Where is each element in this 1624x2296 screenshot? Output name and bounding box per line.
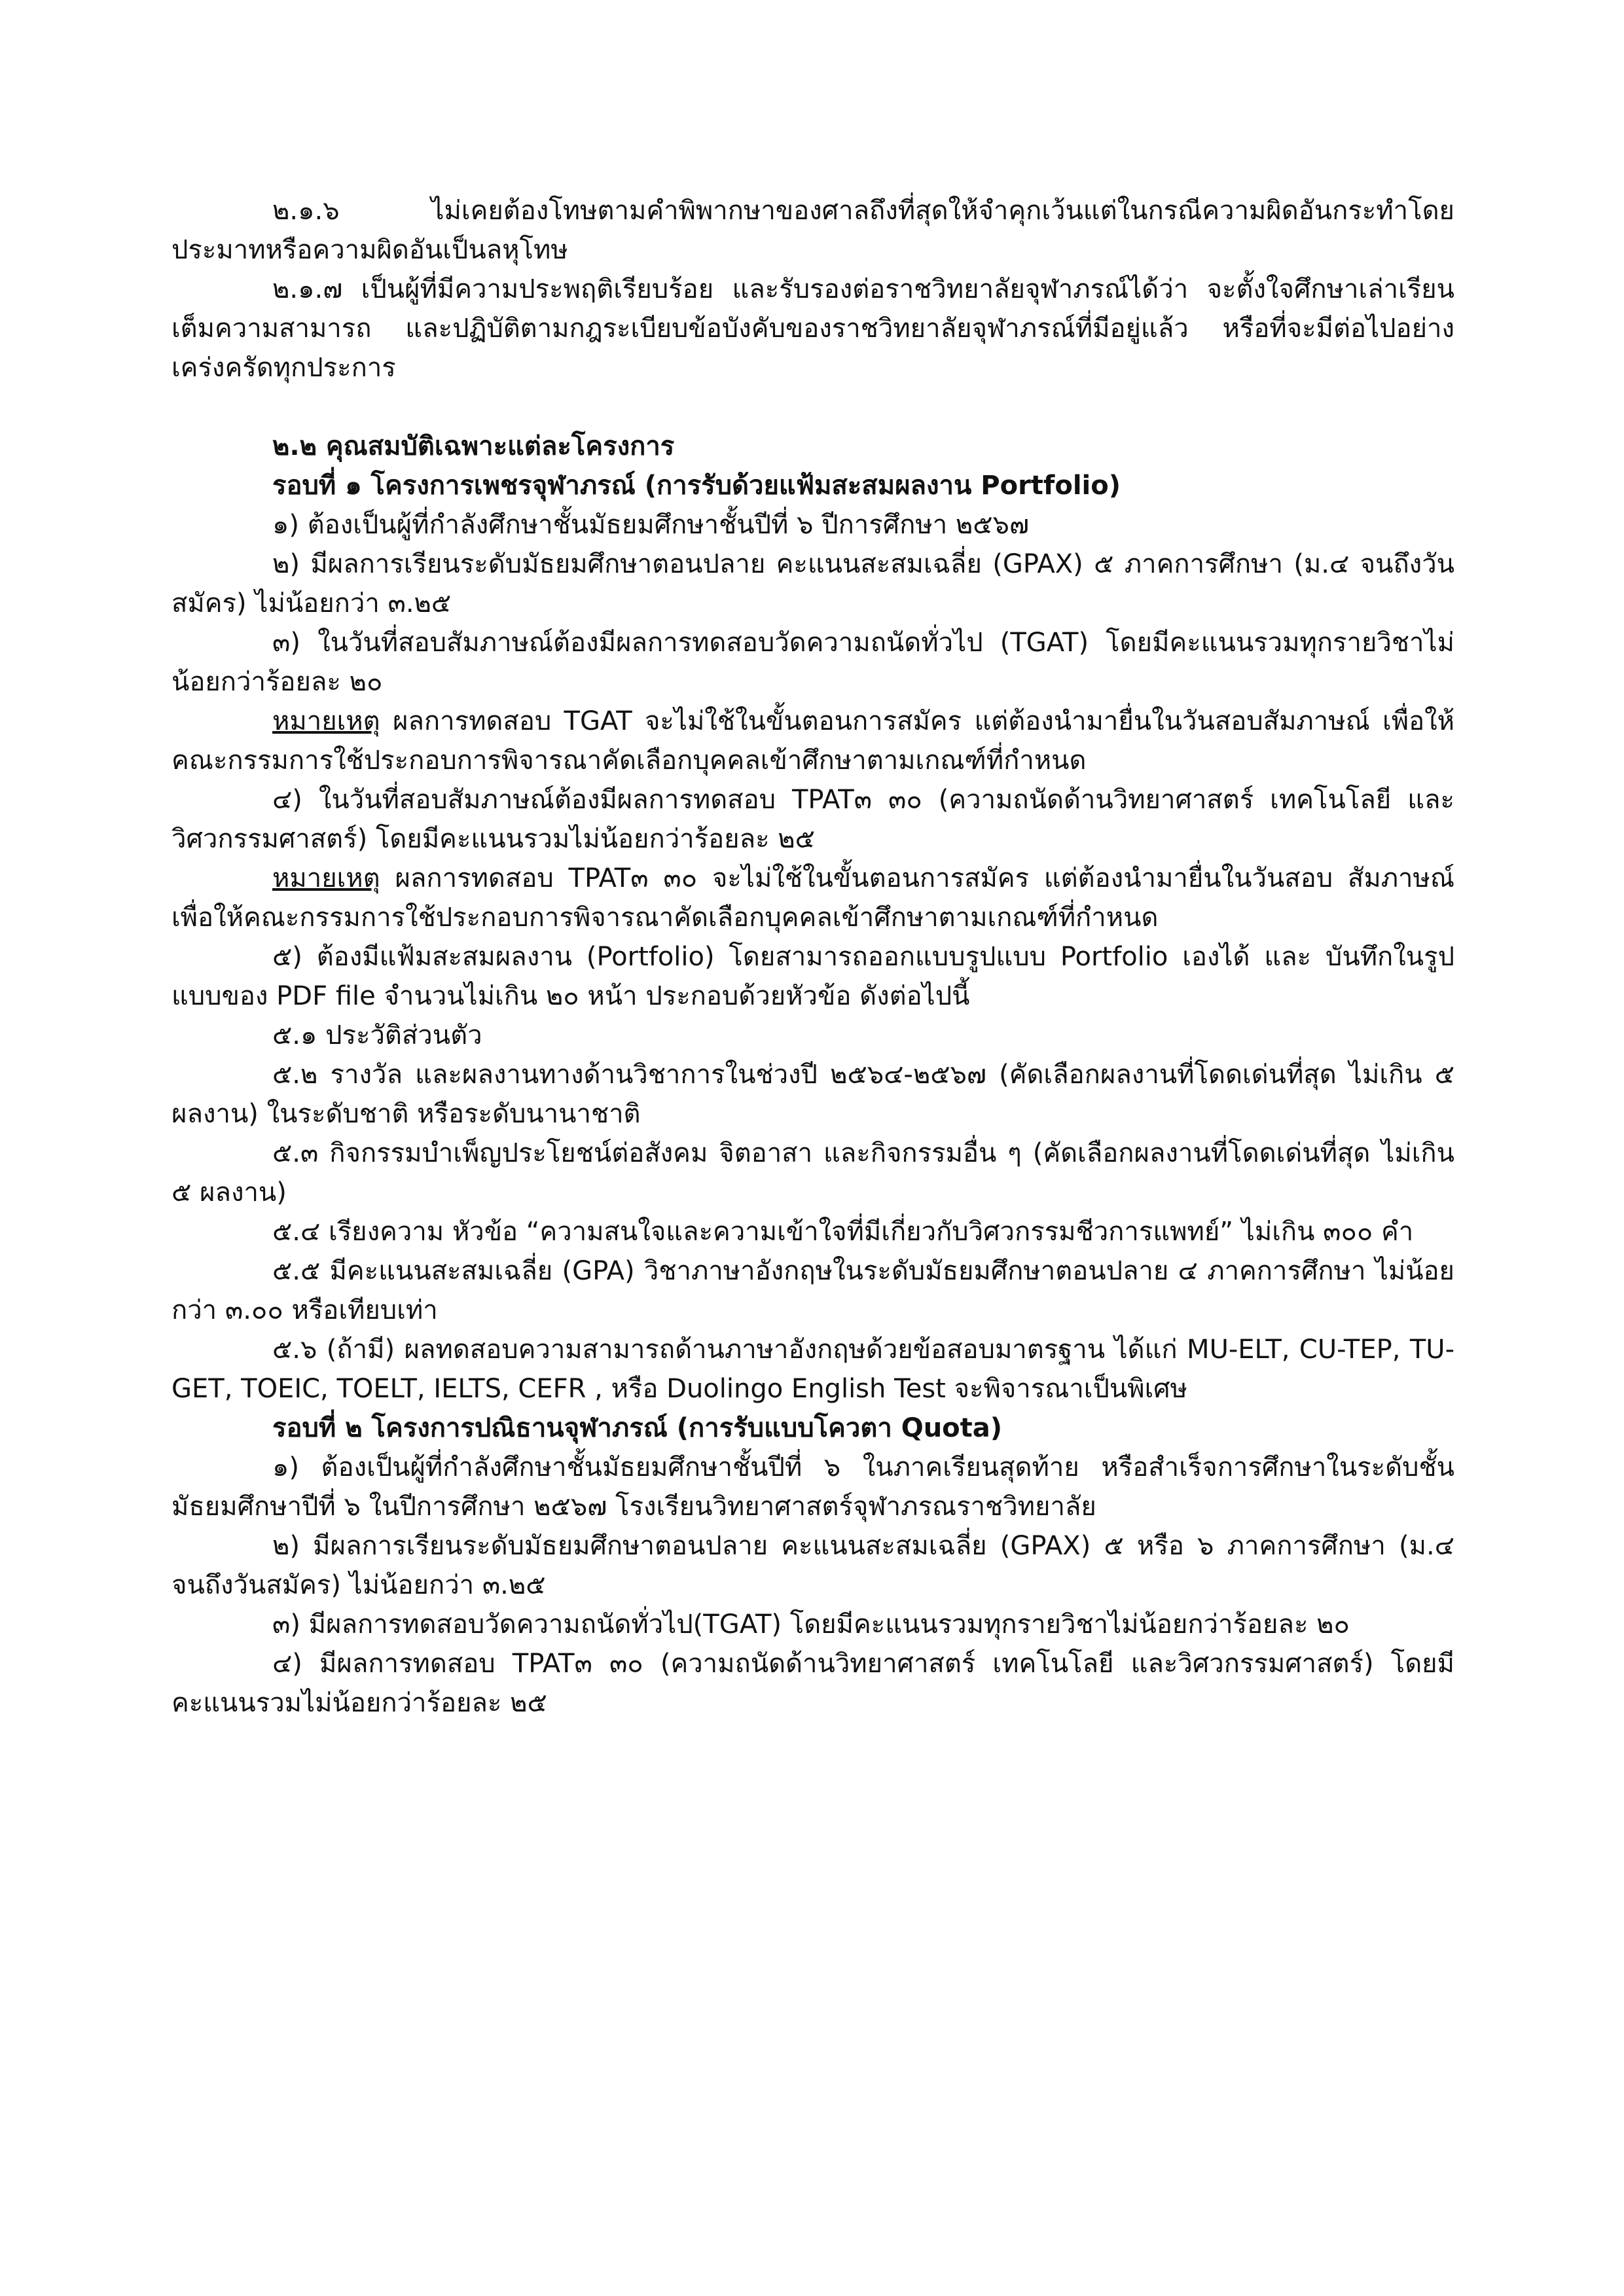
round-2-item-4: ๔) มีผลการทดสอบ TPAT๓ ๓๐ (ความถนัดด้านวิทยาศาสตร์ เทคโนโลยี และวิศวกรรมศาสตร์) โดยมีคะแนนรวมไม่น้อยกว่าร้อยละ ๒๕ xyxy=(171,1649,1454,1718)
round-1-item-4: ๔) ในวันที่สอบสัมภาษณ์ต้องมีผลการทดสอบ TPAT๓ ๓๐ (ความถนัดด้านวิทยาศาสตร์ เทคโนโลยี และวิศวกรรมศาสตร์) โดยมีคะแนนรวมไม่น้อยกว่าร้อยละ ๒๕ xyxy=(171,785,1454,854)
portfolio-subitem-5-6: ๕.๖ (ถ้ามี) ผลทดสอบความสามารถด้านภาษาอังกฤษด้วยข้อสอบมาตรฐาน ได้แก่ MU-ELT, CU-TEP, TU-GET, TOEIC, TOELT, IELTS, CEFR , หรือ Duolingo English Test จะพิจารณาเป็นพิเศษ xyxy=(171,1335,1454,1404)
round-1-note-1 xyxy=(171,702,1454,780)
portfolio-subitem-5-5: ๕.๕ มีคะแนนสะสมเฉลี่ย (GPA) วิชาภาษาอังกฤษในระดับมัธยมศึกษาตอนปลาย ๔ ภาคการศึกษา ไม่น้อยกว่า ๓.๐๐ หรือเทียบเท่า xyxy=(171,1256,1454,1325)
clause-2-1-7: ๒.๑.๗ เป็นผู้ที่มีความประพฤติเรียบร้อย และรับรองต่อราชวิทยาลัยจุฬาภรณ์ได้ว่า จะตั้งใจศึกษาเล่าเรียนเต็มความสามารถ และปฏิบัติตามกฎระเบียบข้อบังคับของราชวิทยาลัยจุฬาภรณ์ที่มีอยู่แล้ว หรือที่จะมีต่อไปอย่างเคร่งครัดทุกประการ xyxy=(171,274,1454,383)
round-1-item-2: ๒) มีผลการเรียนระดับมัธยมศึกษาตอนปลาย คะแนนสะสมเฉลี่ย (GPAX) ๕ ภาคการศึกษา (ม.๔ จนถึงวันสมัคร) ไม่น้อยกว่า ๓.๒๕ xyxy=(171,549,1454,619)
note-label: หมายเหตุ xyxy=(272,706,380,736)
round-2-heading: รอบที่ ๒ โครงการปณิธานจุฬาภรณ์ (การรับแบบโควตา Quota) xyxy=(272,1413,1003,1443)
round-2-item-2: ๒) มีผลการเรียนระดับมัธยมศึกษาตอนปลาย คะแนนสะสมเฉลี่ย (GPAX) ๕ หรือ ๖ ภาคการศึกษา (ม.๔ จนถึงวันสมัคร) ไม่น้อยกว่า ๓.๒๕ xyxy=(171,1531,1454,1600)
portfolio-subitem-5-2: ๕.๒ รางวัล และผลงานทางด้านวิชาการในช่วงปี ๒๕๖๔-๒๕๖๗ (คัดเลือกผลงานที่โดดเด่นที่สุด ไม่เกิน ๕ ผลงาน) ในระดับชาติ หรือระดับนานาชาติ xyxy=(171,1060,1454,1129)
round-2-item-1: ๑) ต้องเป็นผู้ที่กำลังศึกษาชั้นมัธยมศึกษาชั้นปีที่ ๖ ในภาคเรียนสุดท้าย หรือสำเร็จการศึกษาในระดับชั้นมัธยมศึกษาปีที่ ๖ ในปีการศึกษา ๒๕๖๗ โรงเรียนวิทยาศาสตร์จุฬาภรณราชวิทยาลัย xyxy=(171,1452,1454,1522)
round-1-item-5: ๕) ต้องมีแฟ้มสะสมผลงาน (Portfolio) โดยสามารถออกแบบรูปแบบ Portfolio เองได้ และ บันทึกในรูปแบบของ PDF file จำนวนไม่เกิน ๒๐ หน้า ประกอบด้วยหัวข้อ ดังต่อไปนี้ xyxy=(171,942,1454,1011)
section-heading-2-2: ๒.๒ คุณสมบัติเฉพาะแต่ละโครงการ xyxy=(272,431,675,461)
clause-2-1-6: ๒.๑.๖ ไม่เคยต้องโทษตามคำพิพากษาของศาลถึงที่สุดให้จำคุกเว้นแต่ในกรณีความผิดอันกระทำโดยประมาทหรือความผิดอันเป็นลหุโทษ xyxy=(171,196,1454,265)
portfolio-subitem-5-4: ๕.๔ เรียงความ หัวข้อ “ความสนใจและความเข้าใจที่มีเกี่ยวกับวิศวกรรมชีวการแพทย์” ไม่เกิน ๓๐๐ คำ xyxy=(272,1217,1414,1247)
portfolio-subitem-5-1: ๕.๑ ประวัติส่วนตัว xyxy=(272,1020,482,1050)
note-label: หมายเหตุ xyxy=(272,863,380,893)
portfolio-subitem-5-3: ๕.๓ กิจกรรมบำเพ็ญประโยชน์ต่อสังคม จิตอาสา และกิจกรรมอื่น ๆ (คัดเลือกผลงานที่โดดเด่นที่สุด ไม่เกิน ๕ ผลงาน) xyxy=(171,1138,1454,1208)
document-body xyxy=(171,191,1454,1723)
round-1-heading: รอบที่ ๑ โครงการเพชรจุฬาภรณ์ (การรับด้วยแฟ้มสะสมผลงาน Portfolio) xyxy=(272,471,1121,501)
note-text: ผลการทดสอบ TPAT๓ ๓๐ จะไม่ใช้ในขั้นตอนการสมัคร แต่ต้องนำมายื่นในวันสอบ สัมภาษณ์ เพื่อให้คณะกรรมการใช้ประกอบการพิจารณาคัดเลือกบุคคลเข้าศึกษาตามเกณฑ์ที่กำหนด xyxy=(171,863,1454,933)
round-1-note-2 xyxy=(171,859,1454,937)
round-2-item-3: ๓) มีผลการทดสอบวัดความถนัดทั่วไป(TGAT) โดยมีคะแนนรวมทุกรายวิชาไม่น้อยกว่าร้อยละ ๒๐ xyxy=(272,1609,1350,1640)
section-spacer xyxy=(171,387,1454,427)
round-1-item-1: ๑) ต้องเป็นผู้ที่กำลังศึกษาชั้นมัธยมศึกษาชั้นปีที่ ๖ ปีการศึกษา ๒๕๖๗ xyxy=(272,510,1030,540)
note-text: ผลการทดสอบ TGAT จะไม่ใช้ในขั้นตอนการสมัคร แต่ต้องนำมายื่นในวันสอบสัมภาษณ์ เพื่อให้คณะกรรมการใช้ประกอบการพิจารณาคัดเลือกบุคคลเข้าศึกษาตามเกณฑ์ที่กำหนด xyxy=(171,706,1454,776)
round-1-item-3: ๓) ในวันที่สอบสัมภาษณ์ต้องมีผลการทดสอบวัดความถนัดทั่วไป (TGAT) โดยมีคะแนนรวมทุกรายวิชาไม่น้อยกว่าร้อยละ ๒๐ xyxy=(171,628,1454,697)
